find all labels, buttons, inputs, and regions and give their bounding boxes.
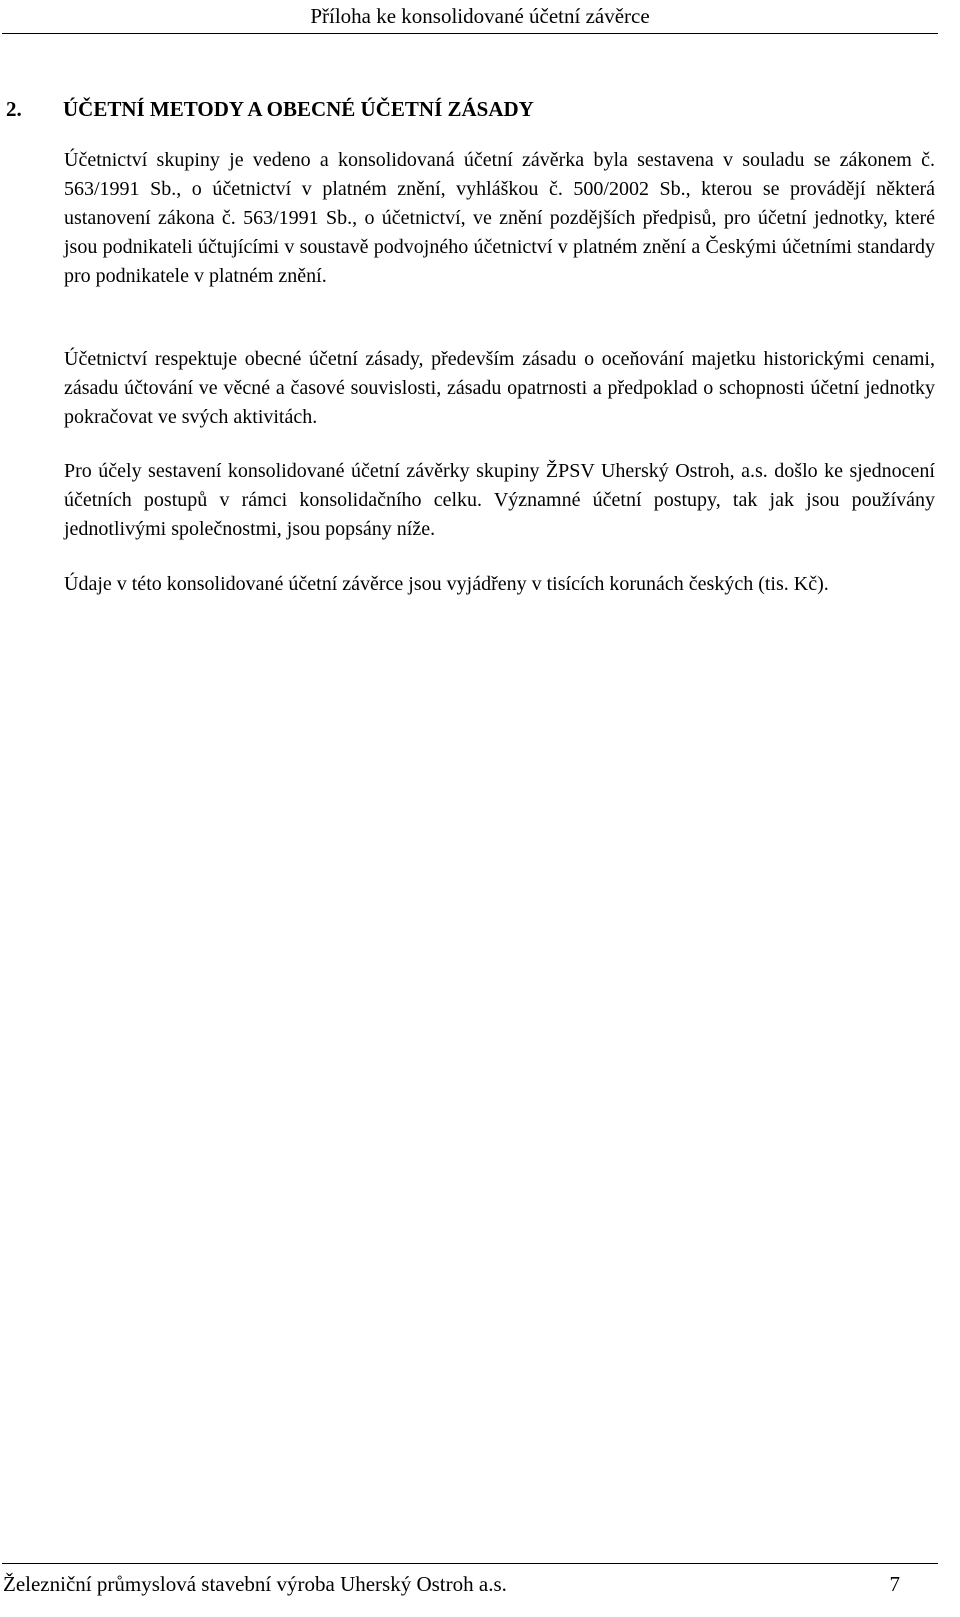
header-divider <box>2 33 938 34</box>
section-title: ÚČETNÍ METODY A OBECNÉ ÚČETNÍ ZÁSADY <box>63 97 534 121</box>
page-number: 7 <box>889 1572 900 1596</box>
section-heading <box>6 95 534 123</box>
paragraph-legal-basis: Účetnictví skupiny je vedeno a konsolidovaná účetní závěrka byla sestavena v souladu se zákonem č. 563/1991 Sb., o účetnictví v platném znění, vyhláškou č. 500/2002 Sb., kterou se provádějí některá ustanovení zákona č. 563/1991 Sb., o účetnictví, ve znění pozdějších předpisů, pro účetní jednotky, které jsou podnikateli účtujícími v soustavě podvojného účetnictví v platném znění a Českými účetními standardy pro podnikatele v platném znění. <box>64 149 935 287</box>
footer-company-name: Železniční průmyslová stavební výroba Uherský Ostroh a.s. <box>3 1572 507 1596</box>
paragraph-accounting-principles: Účetnictví respektuje obecné účetní zásady, především zásadu o oceňování majetku historickými cenami, zásadu účtování ve věcné a časové souvislosti, zásadu opatrnosti a předpoklad o schopnosti účetní jednotky pokračovat ve svých aktivitách. <box>64 348 935 428</box>
paragraph-consolidation-methods: Pro účely sestavení konsolidované účetní závěrky skupiny ŽPSV Uherský Ostroh, a.s. došlo ke sjednocení účetních postupů v rámci konsolidačního celku. Významné účetní postupy, tak jak jsou používány jednotlivými společnostmi, jsou popsány níže. <box>64 460 935 540</box>
paragraph-currency-units: Údaje v této konsolidované účetní závěrce jsou vyjádřeny v tisících korunách českých (tis. Kč). <box>64 573 829 595</box>
footer-divider <box>2 1563 938 1564</box>
section-number: 2. <box>6 97 22 121</box>
page-header-title: Příloha ke konsolidované účetní závěrce <box>310 4 650 28</box>
